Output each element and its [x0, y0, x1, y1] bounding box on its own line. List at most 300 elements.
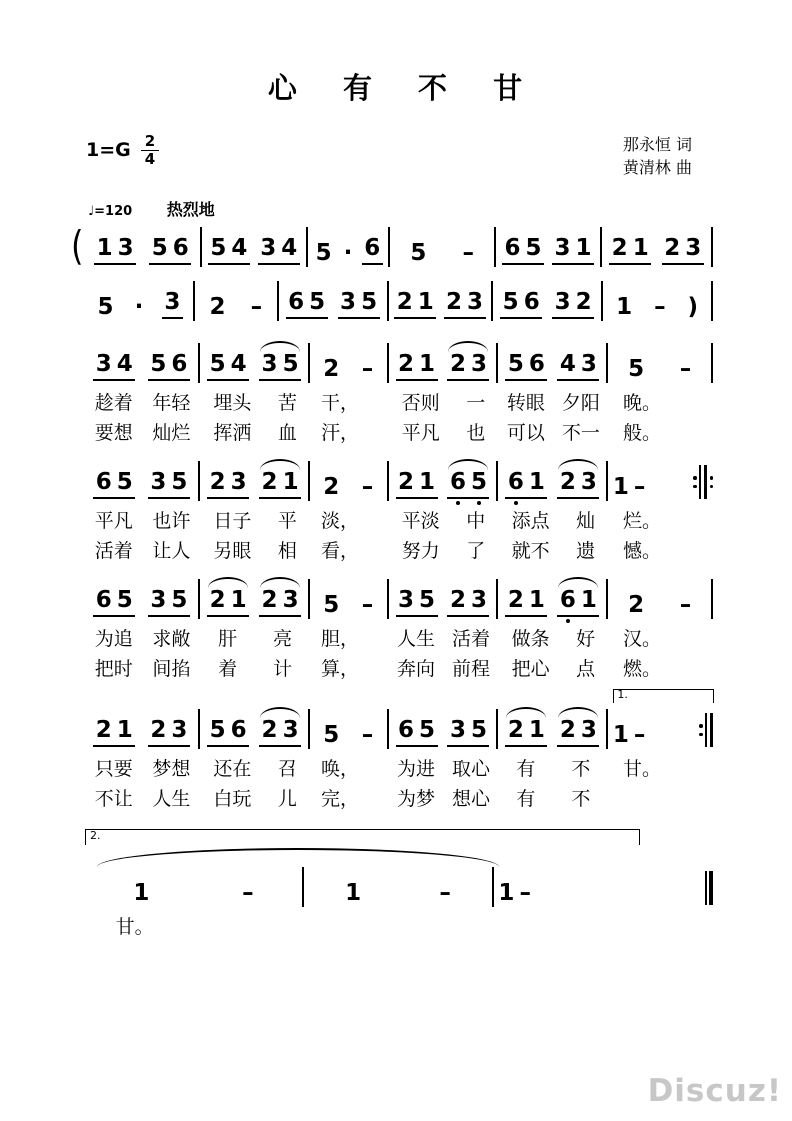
key-value: 1=G — [86, 139, 131, 161]
measure — [498, 461, 608, 563]
note-group: – — [679, 592, 692, 619]
lyric-syllable: 把心 — [511, 657, 550, 680]
note-group: 6 5 — [286, 291, 328, 319]
note-group: 2 1 — [207, 589, 249, 617]
lyric-syllable: 否则 — [401, 391, 440, 414]
note-group: – — [519, 880, 531, 907]
note-group: 2 3 — [148, 719, 190, 747]
lyric-syllable: 想心 — [451, 787, 490, 810]
repeat-sign — [693, 465, 713, 499]
note-group: 2 3 — [557, 471, 599, 499]
measure — [608, 343, 713, 445]
final-barline — [705, 871, 713, 905]
lyric-row — [310, 535, 389, 563]
measure-notes — [85, 281, 195, 321]
lyric-row — [85, 783, 200, 811]
lyric-syllable: 肝 — [218, 627, 238, 650]
lyric-row — [85, 535, 200, 563]
note-group: 5 — [410, 240, 427, 267]
lyric-syllable: 挥洒 — [213, 421, 252, 444]
note-group: 5 6 — [500, 291, 542, 319]
lyric-syllable: 召 — [277, 757, 297, 780]
note-group: 2 1 — [394, 291, 436, 319]
lyric-syllable: 不一 — [561, 421, 600, 444]
lyric-syllable: 平凡 — [401, 421, 440, 444]
song-title: 心 有 不 甘 — [267, 71, 525, 105]
measure-notes — [85, 227, 201, 267]
note-group: – — [361, 474, 374, 501]
lyric-row — [389, 387, 499, 415]
measure — [498, 709, 608, 811]
measure — [200, 461, 310, 563]
measure-notes — [85, 343, 200, 383]
lyric-syllable: 取心 — [451, 757, 490, 780]
notes-row — [85, 867, 713, 969]
lyric-row — [389, 783, 499, 811]
lyric-syllable: 晚。 — [623, 391, 662, 414]
note-group: – — [462, 240, 475, 267]
measure-notes — [608, 709, 713, 749]
lyric-row — [200, 535, 310, 563]
note-group: 2 3 — [447, 589, 489, 617]
system — [85, 579, 713, 681]
measure-notes — [310, 343, 389, 383]
lyric-syllable: 算， — [321, 657, 360, 680]
lyric-syllable: 可以 — [506, 421, 545, 444]
lyric-syllable: 不 — [571, 757, 591, 780]
lyric-row — [608, 535, 713, 563]
measure-notes — [200, 461, 310, 501]
lyric-row — [498, 653, 608, 681]
note-group: – — [361, 592, 374, 619]
lyric-row — [389, 535, 499, 563]
lyric-row — [200, 505, 310, 533]
lyric-syllable: 平凡 — [94, 509, 133, 532]
note-group: 2 1 — [505, 589, 547, 617]
lyric-syllable: 一 — [466, 391, 486, 414]
measure — [496, 227, 602, 267]
lyric-row — [85, 753, 200, 781]
lyric-syllable: 淡， — [321, 509, 360, 532]
measure — [200, 579, 310, 681]
lyric-row — [389, 417, 499, 445]
measure — [390, 227, 496, 267]
score — [71, 222, 713, 969]
note-group: 6 5 — [502, 237, 544, 265]
lyric-syllable: 烂。 — [623, 509, 662, 532]
note-group: – — [654, 294, 666, 321]
phrase-paren: ( — [71, 222, 84, 270]
notes-row — [85, 688, 713, 811]
lyric-row — [389, 653, 499, 681]
measure-notes — [498, 579, 608, 619]
slur-arc — [97, 848, 499, 867]
system — [85, 687, 713, 811]
lyric-row — [498, 783, 608, 811]
note-group: 5 6 — [505, 353, 547, 381]
time-signature — [141, 133, 159, 167]
measure-notes — [389, 579, 499, 619]
lyric-syllable: 活着 — [94, 539, 133, 562]
lyric-row — [608, 623, 713, 651]
lyric-syllable: 遗 — [576, 539, 596, 562]
lyric-syllable: 人生 — [152, 787, 191, 810]
lyric-syllable: 苦 — [277, 391, 297, 414]
lyric-row — [494, 911, 713, 939]
note-group: 2 1 — [259, 471, 301, 499]
lyric-row — [389, 623, 499, 651]
measure-notes — [202, 227, 308, 267]
lyric-syllable: 平 — [277, 509, 297, 532]
note-group: 5 4 — [207, 353, 249, 381]
note-group: 5 — [315, 240, 332, 267]
note-group: 5 6 — [207, 719, 249, 747]
lyric-row — [200, 753, 310, 781]
note-group: 2 — [628, 592, 645, 619]
note-group: 3 5 — [447, 719, 489, 747]
lyric-row — [85, 653, 200, 681]
note-group: 3 1 — [552, 237, 594, 265]
lyric-syllable: 就不 — [511, 539, 550, 562]
measure — [85, 867, 304, 969]
lyric-syllable: 奔向 — [397, 657, 436, 680]
lyric-row — [389, 505, 499, 533]
measure-notes — [85, 579, 200, 619]
note-group: 1 — [612, 474, 629, 501]
note-group: 3 5 — [259, 353, 301, 381]
lyric-syllable: 亮 — [273, 627, 293, 650]
lyric-row — [200, 783, 310, 811]
lyric-syllable: 埋头 — [213, 391, 252, 414]
lyric-syllable: 间掐 — [152, 657, 191, 680]
measure — [195, 281, 279, 321]
tempo-row — [88, 197, 792, 220]
note-group: 2 3 — [207, 471, 249, 499]
measure — [493, 281, 603, 321]
note-group: 5 6 — [149, 237, 191, 265]
lyric-syllable: 白玩 — [213, 787, 252, 810]
note-group: 3 5 — [396, 589, 438, 617]
measure-notes — [310, 461, 389, 501]
lyric-row — [304, 911, 494, 939]
lyric-syllable: 有 — [516, 757, 536, 780]
lyric-row — [200, 417, 310, 445]
repeat-sign — [699, 713, 713, 747]
notes-row — [85, 461, 713, 563]
measure — [202, 227, 308, 267]
notes-row — [85, 281, 713, 321]
measure-notes — [200, 579, 310, 619]
system — [71, 222, 713, 270]
lyric-syllable: 只要 — [94, 757, 133, 780]
measure-notes — [304, 867, 494, 907]
measure-notes — [85, 867, 304, 907]
measure — [498, 579, 608, 681]
lyric-syllable: 转眼 — [506, 391, 545, 414]
lyric-syllable: 灿烂 — [152, 421, 191, 444]
lyric-row — [608, 653, 713, 681]
lyric-syllable: 不让 — [94, 787, 133, 810]
measure — [85, 281, 195, 321]
lyric-row — [608, 783, 713, 811]
note-group: 5 — [323, 592, 340, 619]
measure — [389, 579, 499, 681]
note-group: · — [343, 240, 353, 267]
measure-notes — [390, 227, 496, 267]
measure — [85, 343, 200, 445]
system — [85, 829, 713, 969]
system — [85, 461, 713, 563]
measure-notes — [603, 281, 713, 321]
note-group: – — [439, 880, 451, 907]
lyric-syllable: 不 — [571, 787, 591, 810]
note-group: 2 3 — [259, 589, 301, 617]
note-group: 3 5 — [148, 471, 190, 499]
lyric-row — [310, 387, 389, 415]
measure — [85, 709, 200, 811]
tempo-value: =120 — [94, 204, 133, 220]
lyric-row — [85, 505, 200, 533]
lyric-row — [310, 623, 389, 651]
note-group: – — [242, 880, 254, 907]
measure-notes — [200, 709, 310, 749]
measure-notes — [85, 709, 200, 749]
measure-notes — [608, 461, 713, 501]
lyric-syllable: 唤， — [321, 757, 360, 780]
note-group: 2 1 — [505, 719, 547, 747]
note-group: 5 6 — [148, 353, 190, 381]
lyric-row — [608, 505, 713, 533]
composer-credit: 黄清林 曲 — [622, 158, 692, 178]
measure — [310, 343, 389, 445]
lyric-row — [85, 387, 200, 415]
lyric-syllable: 也 — [466, 421, 486, 444]
measure-notes — [498, 461, 608, 501]
note-group: – — [250, 294, 263, 321]
note-group: 6 5 — [447, 471, 489, 499]
note-group: – — [361, 722, 374, 749]
measure-notes — [498, 343, 608, 383]
measure-notes — [389, 709, 499, 749]
lyric-row — [498, 753, 608, 781]
note-group: 6 5 — [93, 589, 135, 617]
meta-row — [86, 133, 692, 179]
lyric-syllable: 儿 — [277, 787, 297, 810]
lyric-syllable: 还在 — [213, 757, 252, 780]
lyric-row — [310, 417, 389, 445]
lyric-syllable: 憾。 — [623, 539, 662, 562]
quarter-note-icon: ♩ — [88, 204, 95, 220]
note-group: 2 3 — [662, 237, 704, 265]
note-group: 3 4 — [93, 353, 135, 381]
measure-notes — [85, 461, 200, 501]
note-group: 1 — [498, 880, 515, 907]
measure — [494, 867, 713, 969]
lyric-syllable: 计 — [273, 657, 293, 680]
lyric-syllable: 好 — [576, 627, 596, 650]
lyric-syllable: 胆， — [321, 627, 360, 650]
measure — [608, 688, 713, 811]
note-group: 2 3 — [259, 719, 301, 747]
lyricist-credit: 那永恒 词 — [622, 135, 692, 154]
lyric-row — [498, 387, 608, 415]
lyric-syllable: 看， — [321, 539, 360, 562]
lyric-row — [200, 387, 310, 415]
lyric-syllable: 做条 — [511, 627, 550, 650]
lyric-syllable: 日子 — [213, 509, 252, 532]
lyric-syllable: 般。 — [623, 421, 662, 444]
lyric-syllable: 中 — [466, 509, 486, 532]
measure — [498, 343, 608, 445]
measure — [200, 343, 310, 445]
lyric-syllable: 甘。 — [115, 915, 154, 938]
note-group: 6 1 — [505, 471, 547, 499]
measure-notes — [494, 867, 713, 907]
lyric-row — [200, 653, 310, 681]
measure — [608, 461, 713, 563]
note-group: – — [633, 474, 646, 501]
note-group: – — [361, 356, 374, 383]
note-group: 3 — [162, 291, 183, 319]
note-group: · — [134, 294, 144, 321]
lyric-row — [200, 623, 310, 651]
time-denominator: 4 — [144, 149, 156, 168]
note-group: 3 4 — [258, 237, 300, 265]
lyric-syllable: 有 — [516, 787, 536, 810]
lyric-syllable: 甘。 — [623, 757, 662, 780]
measure — [608, 579, 713, 681]
system — [85, 281, 713, 321]
measure — [389, 461, 499, 563]
note-group: 6 5 — [93, 471, 135, 499]
measure-notes — [389, 281, 494, 321]
measure — [310, 579, 389, 681]
note-group: 2 1 — [396, 471, 438, 499]
lyric-syllable: 了 — [466, 539, 486, 562]
volta-label: 2. — [90, 829, 101, 843]
measure-notes — [389, 343, 499, 383]
measure — [389, 343, 499, 445]
note-group: 5 4 — [208, 237, 250, 265]
measure-notes — [389, 461, 499, 501]
note-group: 6 — [362, 237, 383, 265]
lyric-row — [310, 783, 389, 811]
measure-notes — [498, 709, 608, 749]
note-group: 2 3 — [557, 719, 599, 747]
lyric-row — [389, 753, 499, 781]
note-group: 1 — [616, 294, 633, 321]
lyric-syllable: 为梦 — [397, 787, 436, 810]
expression-mark: 热烈地 — [166, 200, 215, 220]
lyric-syllable: 年轻 — [152, 391, 191, 414]
note-group: 4 3 — [557, 353, 599, 381]
note-group: 5 — [628, 356, 645, 383]
note-group: 2 1 — [93, 719, 135, 747]
note-group: 6 5 — [396, 719, 438, 747]
lyric-row — [310, 653, 389, 681]
measure-notes — [608, 343, 713, 383]
measure — [602, 227, 713, 267]
lyric-row — [608, 753, 713, 781]
lyric-row — [85, 417, 200, 445]
volta-bracket — [613, 689, 714, 703]
lyric-syllable: 要想 — [94, 421, 133, 444]
system — [85, 343, 713, 445]
note-group: 5 — [323, 722, 340, 749]
lyric-syllable: 梦想 — [152, 757, 191, 780]
note-group: 1 — [345, 880, 362, 907]
lyric-syllable: 干， — [321, 391, 360, 414]
measure-notes — [195, 281, 279, 321]
note-group: 2 3 — [444, 291, 486, 319]
measure-notes — [279, 281, 389, 321]
lyric-syllable: 相 — [277, 539, 297, 562]
note-group: 3 5 — [338, 291, 380, 319]
lyric-row — [85, 911, 304, 939]
lyric-row — [608, 387, 713, 415]
lyric-row — [310, 505, 389, 533]
note-group: 1 — [612, 722, 629, 749]
measure-notes — [310, 709, 389, 749]
lyric-syllable: 平淡 — [401, 509, 440, 532]
measure-notes — [200, 343, 310, 383]
lyric-row — [498, 535, 608, 563]
notes-row — [71, 222, 713, 270]
lyric-row — [85, 941, 304, 969]
note-group: 6 1 — [557, 589, 599, 617]
lyric-syllable: 活着 — [451, 627, 490, 650]
lyric-syllable: 为进 — [397, 757, 436, 780]
note-group: 2 3 — [447, 353, 489, 381]
lyric-syllable: 点 — [576, 657, 596, 680]
lyric-row — [498, 505, 608, 533]
lyric-syllable: 为追 — [94, 627, 133, 650]
note-group: – — [633, 722, 646, 749]
measure — [85, 227, 201, 267]
lyric-row — [304, 941, 494, 969]
note-group: 2 — [323, 356, 340, 383]
note-group: 2 — [209, 294, 226, 321]
measure — [85, 461, 200, 563]
note-group: 1 3 — [94, 237, 136, 265]
note-group: 2 1 — [396, 353, 438, 381]
lyric-row — [498, 623, 608, 651]
measure — [279, 281, 389, 321]
measure-notes — [493, 281, 603, 321]
lyric-syllable: 汉。 — [623, 627, 662, 650]
measure — [310, 709, 389, 811]
measure — [308, 227, 391, 267]
measure — [389, 709, 499, 811]
note-group: ) — [687, 294, 699, 321]
measure-notes — [608, 579, 713, 619]
lyric-syllable: 前程 — [451, 657, 490, 680]
notes-row — [85, 579, 713, 681]
measure — [85, 579, 200, 681]
note-group: 2 — [323, 474, 340, 501]
volta-bracket — [85, 829, 640, 845]
note-group: 3 2 — [552, 291, 594, 319]
lyric-syllable: 灿 — [576, 509, 596, 532]
lyric-syllable: 让人 — [152, 539, 191, 562]
note-group: 3 5 — [148, 589, 190, 617]
measure-notes — [496, 227, 602, 267]
measure-notes — [602, 227, 713, 267]
notes-row — [85, 343, 713, 445]
measure — [304, 867, 494, 969]
lyric-syllable: 完， — [321, 787, 360, 810]
measure — [200, 709, 310, 811]
